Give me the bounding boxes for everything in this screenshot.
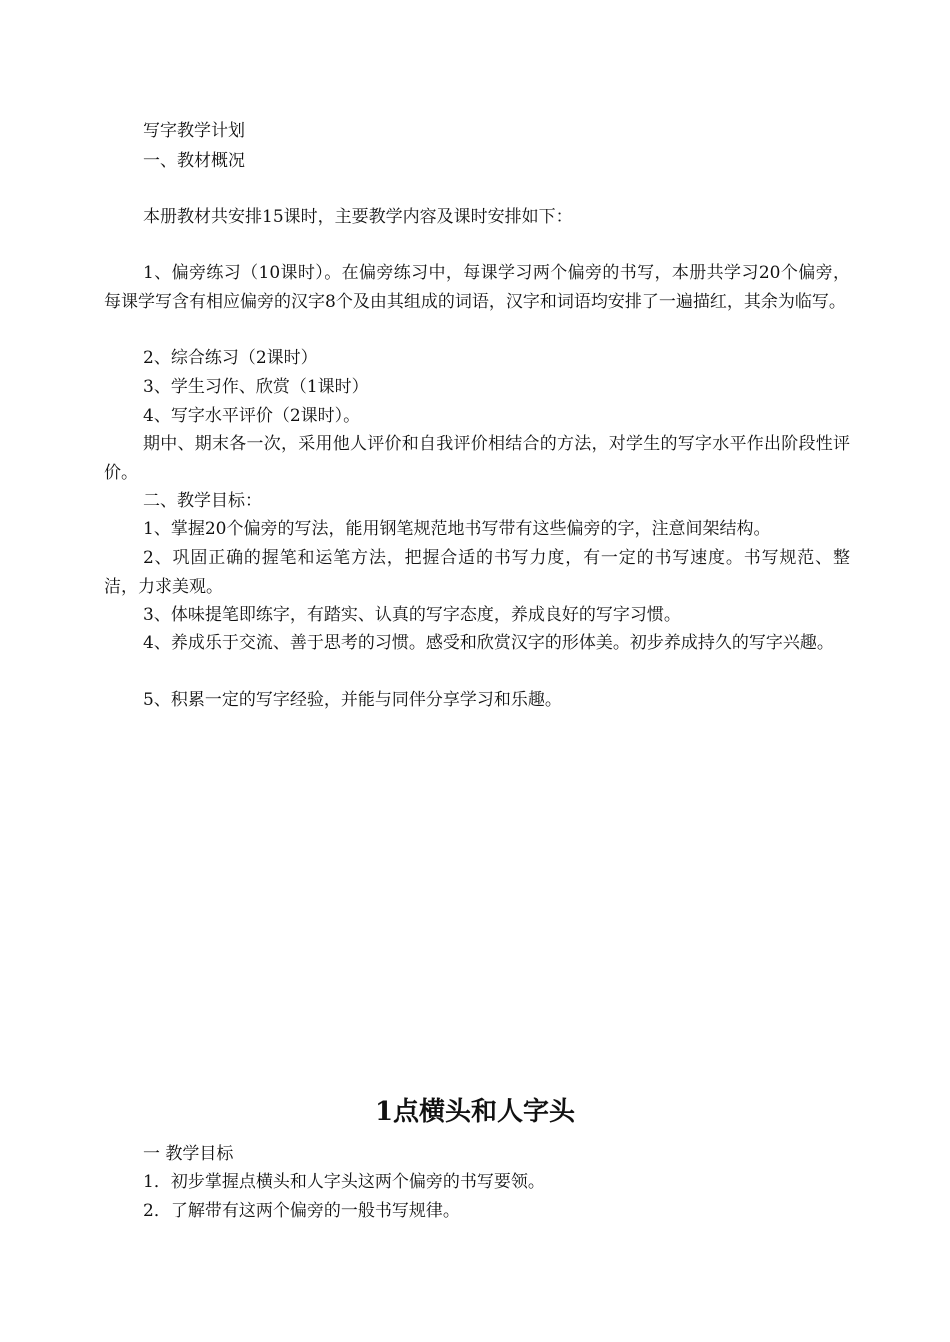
item1-paragraph: 1、偏旁练习（10课时）。在偏旁练习中，每课学习两个偏旁的书写，本册共学习20个偏旁，每课学写含有相应偏旁的汉字8个及由其组成的词语，汉字和词语均安排了一遍描红，其余为临写。 [104, 263, 850, 312]
evaluation-paragraph: 期中、期末各一次，采用他人评价和自我评价相结合的方法，对学生的写字水平作出阶段性评价。 [104, 434, 850, 483]
section1-heading: 一、教材概况 [143, 151, 245, 171]
item2-text: 2、综合练习（2课时） [143, 348, 318, 368]
section2-heading: 二、教学目标： [143, 491, 262, 511]
lesson1-goal-item: 2．了解带有这两个偏旁的一般书写规律。 [143, 1201, 460, 1221]
item4-text: 4、写字水平评价（2课时）。 [143, 406, 361, 426]
item3-text: 3、学生习作、欣赏（1课时） [143, 377, 369, 397]
lesson1-title: 1点横头和人字头 [374, 1097, 576, 1127]
goal-item: 3、体味提笔即练字，有踏实、认真的写字态度，养成良好的写字习惯。 [143, 605, 681, 625]
goal-item: 4、养成乐于交流、善于思考的习惯。感受和欣赏汉字的形体美。初步养成持久的写字兴趣。 [143, 633, 834, 653]
goal-item: 1、掌握20个偏旁的写法，能用钢笔规范地书写带有这些偏旁的字，注意间架结构。 [143, 519, 771, 539]
goal-item: 2、巩固正确的握笔和运笔方法，把握合适的书写力度，有一定的书写速度。书写规范、整洁，力求美观。 [104, 548, 850, 597]
lesson1-goal-item: 1．初步掌握点横头和人字头这两个偏旁的书写要领。 [143, 1172, 545, 1192]
goal-item: 5、积累一定的写字经验，并能与同伴分享学习和乐趣。 [143, 690, 562, 710]
lesson1-section-heading: 一 教学目标 [143, 1144, 234, 1164]
intro-text: 本册教材共安排15课时，主要教学内容及课时安排如下： [143, 207, 573, 227]
plan-title: 写字教学计划 [143, 121, 245, 141]
